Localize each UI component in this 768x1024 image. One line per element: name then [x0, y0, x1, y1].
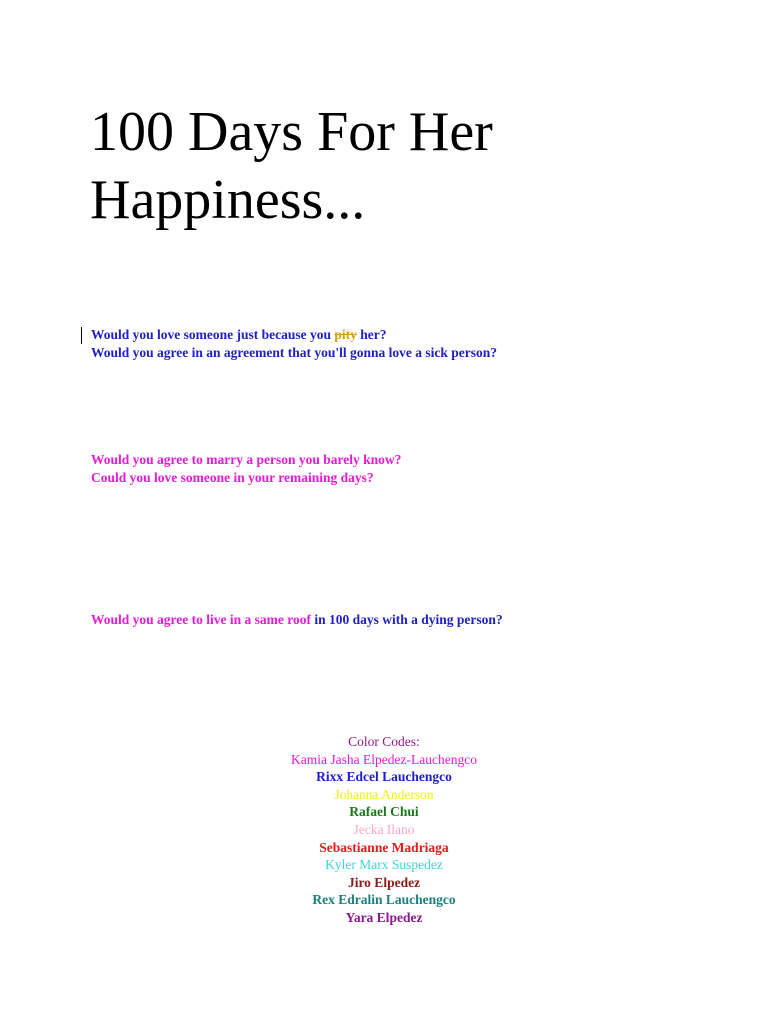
paragraph-3	[91, 611, 503, 629]
color-code-entry: Jecka Ilano	[353, 821, 415, 837]
color-codes-section	[0, 733, 768, 927]
p1-before-text: Would you love someone just because you	[91, 327, 335, 342]
color-code-entry: Kyler Marx Suspedez	[325, 857, 443, 873]
paragraph-2-line-2: Could you love someone in your remaining days?	[91, 470, 374, 485]
color-codes-list	[0, 751, 768, 927]
paragraph-3-part-2: in 100 days with a dying person?	[311, 612, 503, 627]
p1-after-text: her?	[356, 327, 387, 342]
paragraph-1-line-2: Would you agree in an agreement that you'll gonna love a sick person?	[91, 345, 498, 360]
document-title	[90, 98, 493, 234]
text-cursor	[81, 327, 82, 344]
paragraph-2-line-1: Would you agree to marry a person you barely know?	[91, 452, 402, 467]
color-code-entry: Rafael Chui	[349, 804, 419, 820]
color-code-entry: Yara Elpedez	[345, 909, 423, 925]
color-codes-heading: Color Codes:	[348, 734, 420, 749]
color-code-entry: Jiro Elpedez	[347, 874, 421, 890]
struck-word-pity: pity	[334, 327, 357, 342]
title-line-2: Happiness...	[90, 169, 366, 231]
title-line-1: 100 Days For Her	[90, 101, 493, 163]
paragraph-1	[91, 326, 497, 362]
color-code-entry: Rex Edralin Lauchengco	[312, 892, 456, 908]
paragraph-3-part-1: Would you agree to live in a same roof	[91, 612, 311, 627]
color-code-entry: Johanna Anderson	[334, 786, 434, 802]
color-code-entry: Rixx Edcel Lauchengco	[316, 769, 452, 785]
color-code-entry: Kamia Jasha Elpedez-Lauchengco	[291, 751, 477, 767]
paragraph-1-line-1	[91, 326, 497, 344]
color-code-entry: Sebastianne Madriaga	[319, 839, 449, 855]
paragraph-2	[91, 451, 401, 487]
